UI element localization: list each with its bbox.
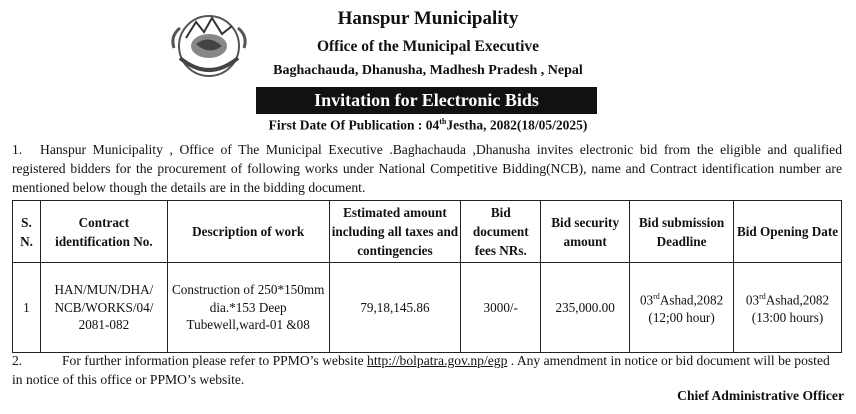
- header-opening: Bid Opening Date: [734, 201, 842, 263]
- signoff: Chief Administrative Officer: [677, 388, 844, 403]
- office-address: Baghachauda, Dhanusha, Madhesh Pradesh , Nepal: [273, 63, 583, 78]
- header-sn: S. N.: [13, 201, 41, 263]
- header-submission: Bid submission Deadline: [630, 201, 734, 263]
- office-name: Office of the Municipal Executive: [316, 38, 540, 55]
- notice-paragraph-2: 2. For further information please refer to PPMO’s website http://bolpatra.gov.np/egp . Any amendment in notice or bid document will be posted in notice of this office or PPMO’s website.: [12, 353, 830, 387]
- org-name: Hanspur Municipality: [337, 8, 519, 29]
- cell-contract: HAN/MUN/DHA/ NCB/WORKS/04/ 2081-082: [40, 263, 167, 353]
- cell-submission: 03rdAshad,2082 (12;00 hour): [630, 263, 734, 353]
- notice-paragraph-1: 1. Hanspur Municipality , Office of The Municipal Executive .Baghachauda ,Dhanusha invites electronic bid from the eligible and qualified registered bidders for the procurement of following works under National Competitive Bidding(NCB), name and Contract identification number are mentioned below though the details are in the bidding document.: [12, 142, 842, 195]
- header-estimate: Estimated amount including all taxes and contingencies: [329, 201, 461, 263]
- header-fee: Bid document fees NRs.: [461, 201, 541, 263]
- table-row: [13, 263, 842, 353]
- ppmo-website-link[interactable]: http://bolpatra.gov.np/egp: [367, 353, 508, 368]
- header-description: Description of work: [167, 201, 329, 263]
- bid-table: [12, 200, 842, 353]
- cell-opening: 03rdAshad,2082 (13:00 hours): [734, 263, 842, 353]
- notice-title: Invitation for Electronic Bids: [256, 87, 597, 114]
- cell-estimate: 79,18,145.86: [329, 263, 461, 353]
- cell-fee: 3000/-: [461, 263, 541, 353]
- header-contract: Contract identification No.: [40, 201, 167, 263]
- table-header-row: [13, 201, 842, 263]
- publication-date: First Date Of Publication : 04thJestha, 2082(18/05/2025): [268, 117, 588, 133]
- header-security: Bid security amount: [541, 201, 630, 263]
- cell-security: 235,000.00: [541, 263, 630, 353]
- cell-description: Construction of 250*150mm dia.*153 Deep Tubewell,ward-01 &08: [167, 263, 329, 353]
- cell-sn: 1: [13, 263, 41, 353]
